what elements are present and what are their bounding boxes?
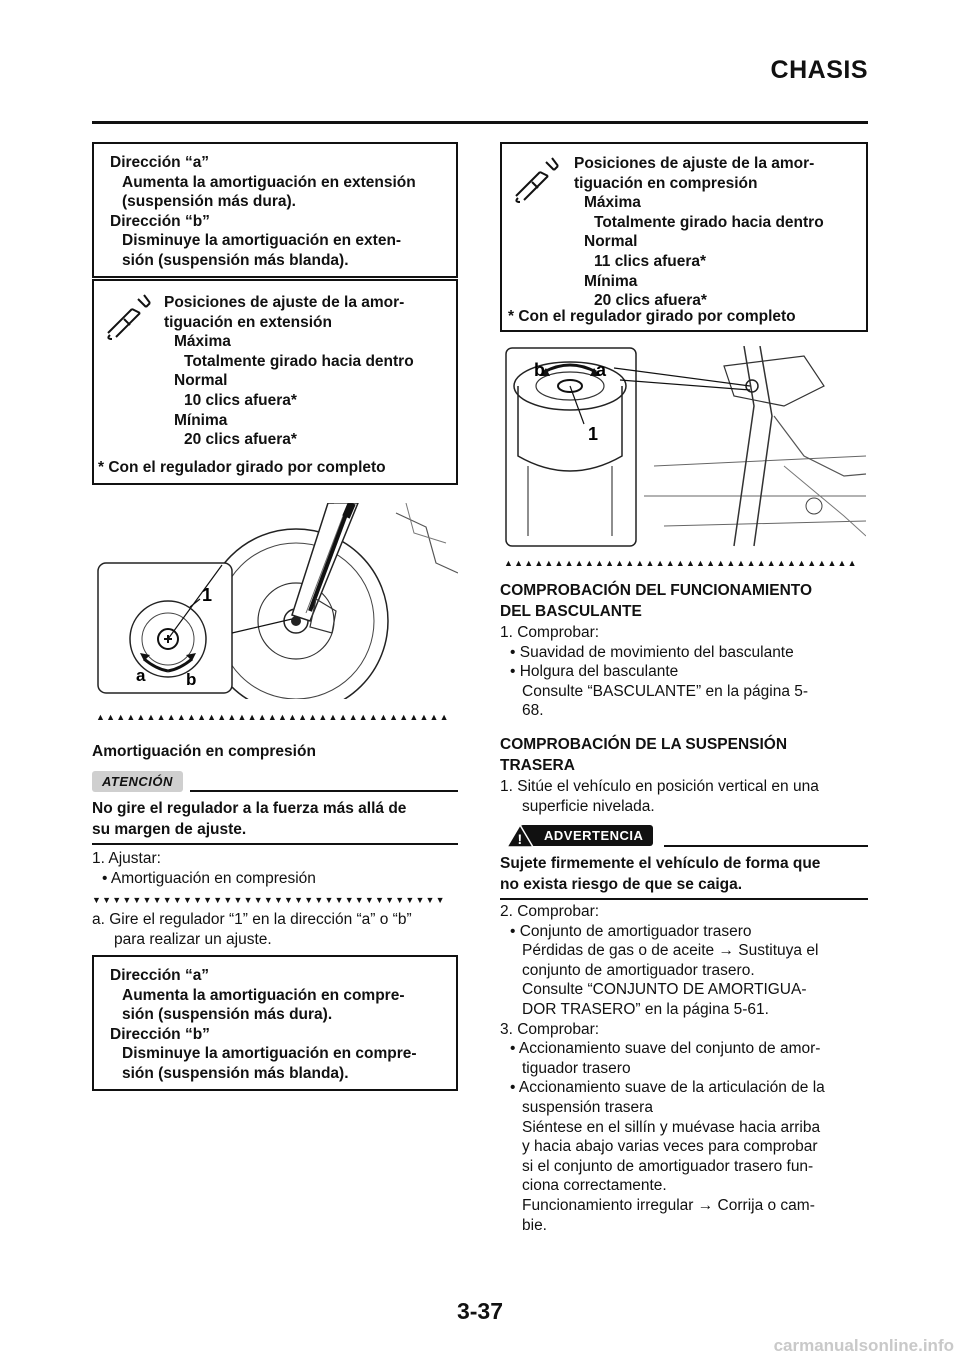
text-line: DOR TRASERO” en la página 5-61. (522, 1000, 769, 1018)
box-lines (574, 154, 824, 311)
text-line: Posiciones de ajuste de la amor- (164, 294, 405, 311)
text-line: ciona correctamente. (522, 1177, 667, 1195)
step-1-bullet: • Amortiguación en compresión (102, 870, 316, 887)
text-line: DEL BASCULANTE (500, 603, 642, 620)
attention-bottom-rule (92, 843, 458, 845)
text-line: Consulte “BASCULANTE” en la página 5- (522, 682, 809, 700)
text-line: superficie nivelada. (522, 797, 655, 815)
text-line: Disminuye la amortiguación en compre- (122, 1045, 417, 1063)
figure-label-b: b (534, 360, 545, 380)
text-line: Funcionamiento irregular → Corrija o cam- (522, 1196, 815, 1214)
attention-text (92, 798, 406, 840)
text-line: 11 clics afuera* (594, 252, 707, 270)
text-line: (suspensión más dura). (122, 193, 296, 211)
text-line: Consulte “CONJUNTO DE AMORTIGUA- (522, 981, 807, 999)
text-line: COMPROBACIÓN DEL FUNCIONAMIENTO (500, 582, 813, 599)
text-line: no exista riesgo de que se caiga. (500, 876, 743, 893)
text-line: para realizar un ajuste. (114, 930, 272, 948)
direction-box-extension (92, 142, 458, 278)
section-title-compression: Amortiguación en compresión (92, 743, 316, 760)
text-line: tiguación en extensión (164, 313, 332, 331)
text-line: suspensión trasera (522, 1098, 653, 1116)
procedure-start-triangles: ▼▼▼▼▼▼▼▼▼▼▼▼▼▼▼▼▼▼▼▼▼▼▼▼▼▼▼▼▼▼▼▼▼▼▼ (92, 895, 446, 905)
text-line: • Holgura del basculante (510, 663, 679, 681)
box-lines (164, 293, 414, 450)
svg-text:!: ! (517, 831, 523, 847)
caliper-tool-icon (510, 152, 566, 206)
text-line: sión (suspensión más blanda). (122, 1064, 349, 1082)
page-header-title: CHASIS (770, 56, 868, 84)
text-line: Siéntese en el sillín y muévase hacia arriba (522, 1118, 821, 1136)
text-line: • Conjunto de amortiguador trasero (510, 922, 752, 940)
watermark-text: carmanualsonline.info (773, 1336, 954, 1355)
figure-label-b: b (186, 670, 197, 689)
text-line: Dirección “b” (110, 1025, 210, 1043)
text-line: Máxima (584, 194, 641, 212)
text-line: Normal (584, 233, 638, 251)
warning-text (500, 853, 820, 895)
text-line: Posiciones de ajuste de la amor- (574, 155, 815, 172)
text-line: 1. Sitúe el vehículo en posición vertical en una (500, 778, 819, 795)
text-line: si el conjunto de amortiguador trasero fun- (522, 1157, 814, 1175)
figure-label-a: a (136, 666, 146, 685)
figure-label-1: 1 (202, 585, 213, 605)
text-line: conjunto de amortiguador trasero. (522, 961, 755, 979)
header-rule (92, 121, 868, 124)
text-line: • Suavidad de movimiento del basculante (510, 643, 794, 661)
rear-suspension-steps (500, 902, 868, 1235)
compression-settings-box (500, 142, 868, 332)
text-line: 1. Comprobar: (500, 624, 600, 641)
extension-settings-box (92, 279, 458, 485)
text-line: Totalmente girado hacia dentro (184, 352, 414, 370)
text-line: tiguador trasero (522, 1059, 631, 1077)
text-line: Disminuye la amortiguación en exten- (122, 232, 402, 250)
box-lines (110, 153, 456, 271)
fork-top-adjuster-figure (504, 346, 866, 548)
text-line: Dirección “a” (110, 967, 210, 984)
page-number: 3-37 (456, 1298, 504, 1324)
warning-badge (517, 825, 653, 847)
warning-top-rule (664, 845, 868, 847)
attention-badge: ATENCIÓN (92, 771, 183, 792)
section-end-triangles: ▲▲▲▲▲▲▲▲▲▲▲▲▲▲▲▲▲▲▲▲▲▲▲▲▲▲▲▲▲▲▲▲▲▲▲ (504, 558, 858, 568)
text-line: 20 clics afuera* (594, 292, 707, 310)
direction-box-compression (92, 955, 458, 1091)
text-line: Pérdidas de gas o de aceite → Sustituya el (522, 942, 819, 960)
swingarm-section (500, 580, 868, 721)
section-lines (500, 623, 868, 721)
text-line: Sujete firmemente el vehículo de forma que (500, 855, 821, 872)
front-fork-adjuster-figure (96, 503, 458, 699)
text-line: • Accionamiento suave de la articulación de la (510, 1079, 825, 1097)
step-1: 1. Ajustar: (92, 850, 161, 867)
text-line: tiguación en compresión (574, 174, 758, 192)
text-line: No gire el regulador a la fuerza más allá de (92, 800, 407, 817)
text-line: COMPROBACIÓN DE LA SUSPENSIÓN (500, 736, 788, 753)
figure-label-1: 1 (588, 424, 599, 444)
text-line: Mínima (584, 272, 638, 290)
text-line: Normal (174, 372, 228, 390)
text-line: 10 clics afuera* (184, 391, 297, 409)
section-end-triangles: ▲▲▲▲▲▲▲▲▲▲▲▲▲▲▲▲▲▲▲▲▲▲▲▲▲▲▲▲▲▲▲▲▲▲▲ (96, 712, 450, 722)
text-line: Aumenta la amortiguación en extensión (122, 173, 416, 191)
text-line: Dirección “a” (110, 154, 210, 171)
text-line: Totalmente girado hacia dentro (594, 213, 824, 231)
box-lines (110, 966, 456, 1084)
warning-label: ADVERTENCIA (544, 828, 644, 843)
settings-note: * Con el regulador girado por completo (98, 459, 386, 476)
text-line: 3. Comprobar: (500, 1020, 600, 1038)
figure-label-a: a (596, 360, 607, 380)
rear-suspension-section (500, 734, 868, 816)
text-line: Mínima (174, 411, 228, 429)
section-title-rear-suspension (500, 734, 868, 776)
text-line: 20 clics afuera* (184, 431, 297, 449)
text-line: TRASERA (500, 757, 575, 774)
text-line: Dirección “b” (110, 212, 210, 230)
warning-bottom-rule (500, 898, 868, 900)
text-line: sión (suspensión más blanda). (122, 251, 349, 269)
text-line: sión (suspensión más dura). (122, 1006, 333, 1024)
section-title-swingarm (500, 580, 868, 622)
text-line: y hacia abajo varias veces para comprobar (522, 1138, 818, 1156)
text-line: bie. (522, 1216, 547, 1234)
text-line: Máxima (174, 333, 231, 351)
step-a (92, 910, 412, 949)
text-line: a. Gire el regulador “1” en la dirección “a” o “b” (92, 911, 412, 928)
text-line: 68. (522, 702, 544, 720)
caliper-tool-icon (102, 289, 158, 343)
warning-triangle-icon (506, 824, 534, 848)
text-line: • Accionamiento suave del conjunto de amor- (510, 1040, 821, 1058)
text-line: su margen de ajuste. (92, 821, 247, 838)
text-line: 2. Comprobar: (500, 903, 600, 920)
text-line: Aumenta la amortiguación en compre- (122, 986, 405, 1004)
section-lines (500, 777, 868, 816)
attention-top-rule (190, 790, 458, 792)
settings-note: * Con el regulador girado por completo (508, 308, 796, 325)
